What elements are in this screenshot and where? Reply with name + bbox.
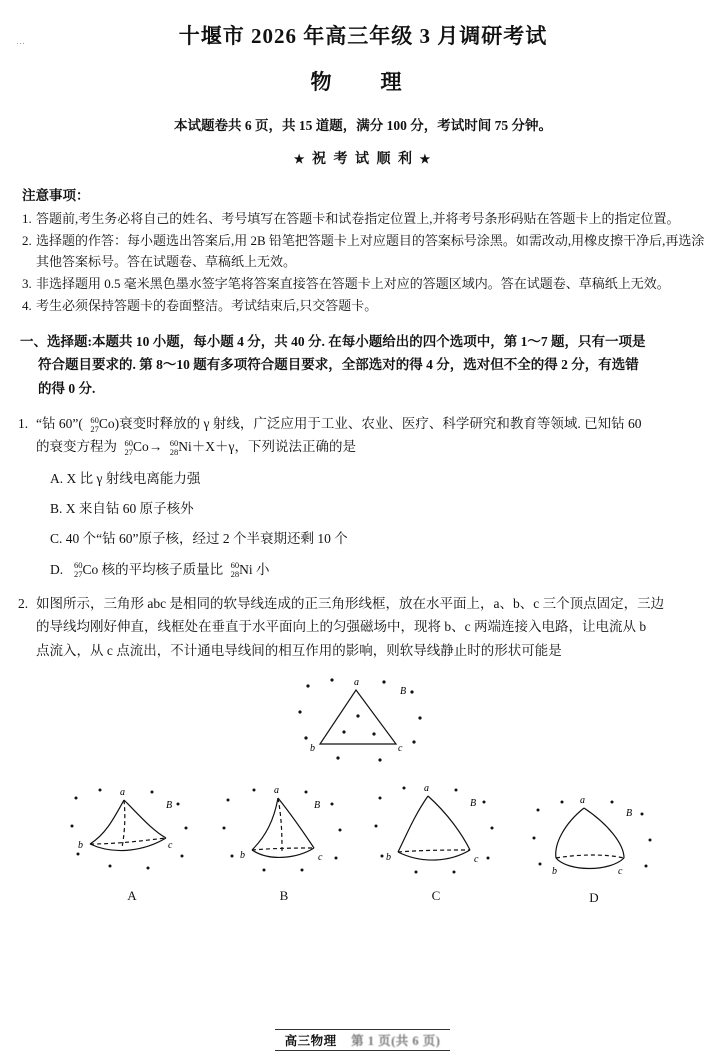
question-1-options — [36, 469, 708, 580]
figure-option-a — [66, 778, 198, 904]
page-footer — [0, 1029, 725, 1051]
nuclide-atomic-number: 27 — [124, 447, 133, 458]
figure-d-svg — [528, 792, 660, 884]
notice-item-text: 非选择题用 0.5 毫米黑色墨水签字笔将答案直接答在答题卡上对应的答题区域内。答在试题卷、草稿纸上无效。 — [36, 276, 670, 292]
question-1-text-c: 的衰变方程为 — [36, 439, 117, 455]
figure-top-label-a: a — [354, 677, 359, 689]
option-d-suffix: 小 — [252, 561, 270, 577]
figure-a-svg — [66, 778, 198, 882]
option-d-mid: 核的平均核子质量比 — [98, 561, 224, 577]
exam-info: 本试题卷共 6 页，共 15 道题，满分 100 分，考试时间 75 分钟。 — [174, 118, 552, 133]
wish-line — [18, 148, 708, 168]
notice-item-number: 4. — [22, 298, 32, 314]
nuclide-mass-number: 60 — [74, 559, 83, 570]
question-1-number: 1. — [18, 415, 29, 431]
question-1-text-b: )衰变时释放的 γ 射线，广泛应用于工业、农业、医疗、科学研究和教育等领域. 已知钻 60 — [114, 415, 642, 431]
section-label: 一、选择题: — [20, 334, 92, 350]
figure-top-svg — [288, 672, 438, 768]
figure-d-label-B: B — [626, 808, 633, 820]
figure-top-label-c: c — [398, 743, 403, 755]
figure-b-caption: B — [279, 888, 289, 904]
nuclide-co60-2 — [117, 438, 133, 458]
section-line-3: 的得 0 分. — [38, 380, 96, 396]
section-line-2: 符合题目要求的. 第 8～10 题有多项符合题目要求，全部选对的得 4 分，选对但不全的得 2 分，有选错 — [38, 357, 639, 373]
nuclide-atomic-number: 28 — [169, 447, 179, 458]
notice-item-text: 选择题的作答：每小题选出答案后,用 2B 铅笔把答题卡上对应题目的答案标号涂黑。如需改动,用橡皮擦干净后,再选涂其他答案标号。答在试题卷、草稿纸上无效。 — [36, 233, 705, 270]
option-d[interactable] — [50, 560, 708, 580]
notice-list — [22, 208, 708, 316]
subject-title: 物 理 — [310, 70, 416, 94]
question-1 — [18, 412, 708, 580]
section-line-1: 本题共 10 小题，每小题 4 分，共 40 分. 在每小题给出的四个选项中，第 1～7 题，只有一项是 — [92, 334, 646, 350]
wish-text: 祝 考 试 顺 利 — [312, 152, 414, 167]
nuclide-symbol-5: Ni — [239, 561, 253, 577]
nuclide-mass-number: 60 — [90, 414, 99, 425]
figure-option-c — [370, 778, 502, 904]
notice-item-number: 1. — [22, 211, 32, 226]
nuclide-atomic-number: 27 — [74, 568, 83, 579]
figure-a-label-c: c — [168, 840, 173, 852]
nuclide-symbol-4: Co — [82, 561, 99, 577]
figure-top-label-b: b — [310, 743, 315, 755]
figure-d-label-b: b — [552, 866, 557, 878]
figure-b-label-B: B — [314, 800, 321, 812]
nuclide-mass-number: 60 — [124, 438, 133, 449]
question-2-line-3: 点流入，从 c 点流出，不计通电导线间的相互作用的影响，则软导线静止时的形状可能是 — [36, 642, 562, 658]
nuclide-symbol-3: Ni＋X＋γ — [178, 439, 235, 455]
figure-b-label-b: b — [240, 850, 245, 862]
notice-item — [22, 230, 708, 272]
star-left-icon: ★ — [293, 152, 307, 166]
footer-page-number: 第 1 页(共 6 页) — [351, 1034, 441, 1048]
notice-heading: 注意事项： — [22, 188, 90, 203]
nuclide-co60-3 — [67, 559, 83, 579]
figure-b-label-c: c — [318, 852, 323, 864]
figure-c-label-c: c — [474, 854, 479, 866]
question-2-line-1: 如图所示，三角形 abc 是相同的软导线连成的正三角形线框，放在水平面上，a、b、c 三个顶点固定，三边 — [36, 595, 665, 611]
notice-item-text: 答题前,考生务必将自己的姓名、考号填写在答题卡和试卷指定位置上,并将考号条形码贴在答题卡上的指定位置。 — [36, 211, 680, 226]
question-1-text-a: “钻 60”( — [36, 415, 83, 431]
notice-item-text: 考生必须保持答题卡的卷面整洁。考试结束后,只交答题卡。 — [36, 298, 378, 314]
section-heading — [20, 330, 708, 400]
nuclide-ni60-2 — [223, 559, 240, 579]
nuclide-atomic-number: 28 — [230, 568, 240, 579]
figure-c-label-a: a — [424, 783, 429, 795]
option-a[interactable]: A. X 比 γ 射线电离能力强 — [50, 470, 201, 486]
footer-box — [275, 1029, 451, 1051]
nuclide-atomic-number: 27 — [90, 423, 99, 434]
nuclide-symbol-2: Co→ — [133, 439, 163, 455]
nuclide-symbol: Co — [98, 415, 115, 431]
figure-d-label-c: c — [618, 866, 623, 878]
notice-item-number: 2. — [22, 233, 32, 249]
question-2 — [18, 592, 708, 662]
option-d-prefix: D. — [50, 561, 67, 577]
figure-c-svg — [370, 778, 502, 882]
figure-a-label-B: B — [166, 800, 173, 812]
star-right-icon: ★ — [419, 152, 433, 166]
figure-c-caption: C — [431, 888, 441, 904]
page-title: 十堰市 2026 年高三年级 3 月调研考试 — [178, 24, 548, 48]
option-b[interactable]: B. X 来自钻 60 原子核外 — [50, 501, 194, 517]
figure-c-label-b: b — [386, 852, 391, 864]
question-2-number: 2. — [18, 595, 29, 611]
option-c[interactable]: C. 40 个“钻 60”原子核，经过 2 个半衰期还剩 10 个 — [50, 531, 348, 547]
question-2-figures — [18, 672, 708, 910]
footer-subject: 高三物理 — [284, 1034, 337, 1048]
notice-item-number: 3. — [22, 276, 32, 292]
notice-item — [22, 208, 708, 229]
figure-a-label-b: b — [78, 840, 83, 852]
nuclide-mass-number: 60 — [169, 438, 179, 449]
nuclide-mass-number: 60 — [230, 559, 240, 570]
figure-d-label-a: a — [580, 795, 585, 807]
question-1-text-d: ，下列说法正确的是 — [234, 439, 356, 455]
figure-option-b — [218, 778, 350, 904]
notice-item — [22, 295, 708, 316]
figure-top-label-B: B — [400, 686, 407, 698]
nuclide-ni60 — [162, 438, 179, 458]
figure-a-label-a: a — [120, 787, 125, 799]
figure-option-d — [528, 792, 660, 906]
scan-corner-mark: … — [16, 36, 25, 46]
figure-d-caption: D — [589, 890, 599, 906]
figure-c-label-B: B — [470, 798, 477, 810]
figure-top — [288, 672, 438, 773]
notice-item — [22, 273, 708, 294]
figure-b-label-a: a — [274, 785, 279, 797]
question-2-line-2: 的导线均刚好伸直，线框处在垂直于水平面向上的匀强磁场中，现将 b、c 两端连接入电路，让电流从 b — [36, 619, 647, 635]
nuclide-co60 — [83, 414, 99, 434]
figure-a-caption: A — [127, 888, 137, 904]
figure-b-svg — [218, 778, 350, 882]
